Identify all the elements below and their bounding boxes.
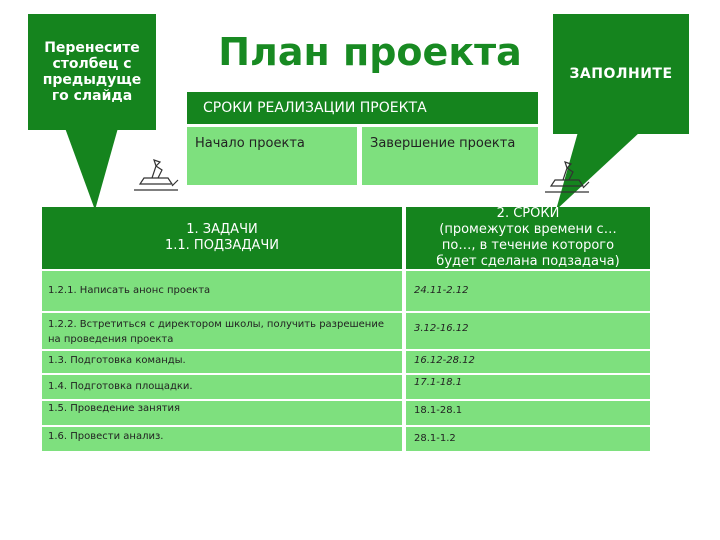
table-header-tasks [42,207,402,269]
task-text: на проведения проекта [48,334,174,345]
task-text: 1.2.2. Встретиться с директором школы, получить разрешение [48,319,384,330]
task-cell [42,375,402,399]
callout-left-line: го слайда [51,88,133,104]
task-cell [42,401,402,425]
task-text: 1.6. Провести анализ. [48,431,164,442]
date-text: 3.12-16.12 [414,323,469,334]
table-header-dates [406,207,650,269]
callout-right-text: ЗАПОЛНИТЕ [569,66,673,82]
task-text: 1.3. Подготовка команды. [48,355,186,366]
date-text: 16.12-28.12 [414,355,475,366]
header-line: 2. СРОКИ [496,206,560,221]
callout-left-line: столбец с [52,56,132,72]
date-text: 28.1-1.2 [414,433,456,444]
task-text: 1.5. Проведение занятия [48,403,181,414]
callout-right-box [553,14,689,134]
page-title: План проекта [218,30,522,74]
task-cell [42,271,402,311]
project-end-cell [362,127,538,185]
date-cell [406,427,650,451]
date-text: 24.11-2.12 [414,285,469,296]
task-cell [42,313,402,349]
date-text: 17.1-18.1 [414,377,463,388]
header-line: по…, в течение которого [441,238,615,253]
date-cell [406,271,650,311]
writing-figure-icon-right [543,158,593,194]
writing-figure-icon-left [132,156,182,192]
date-cell [406,351,650,373]
task-text: 1.4. Подготовка площадки. [48,381,193,392]
project-start-cell [187,127,357,185]
date-text: 18.1-28.1 [414,405,463,416]
callout-left-line: Перенесите [44,40,140,56]
task-cell [42,351,402,373]
task-text: 1.2.1. Написать анонс проекта [48,285,211,296]
header-line: будет сделана подзадача) [436,254,620,269]
header-line: 1.1. ПОДЗАДАЧИ [164,238,280,253]
task-cell [42,427,402,451]
header-line: (промежуток времени с… [439,222,617,237]
project-start-label: Начало проекта [195,136,305,151]
date-cell [406,375,650,399]
date-cell [406,401,650,425]
header-line: 1. ЗАДАЧИ [186,222,258,237]
project-end-label: Завершение проекта [370,136,516,151]
callout-left-line: предыдуще [42,72,142,88]
date-cell [406,313,650,349]
timeline-header: СРОКИ РЕАЛИЗАЦИИ ПРОЕКТА [187,92,538,124]
